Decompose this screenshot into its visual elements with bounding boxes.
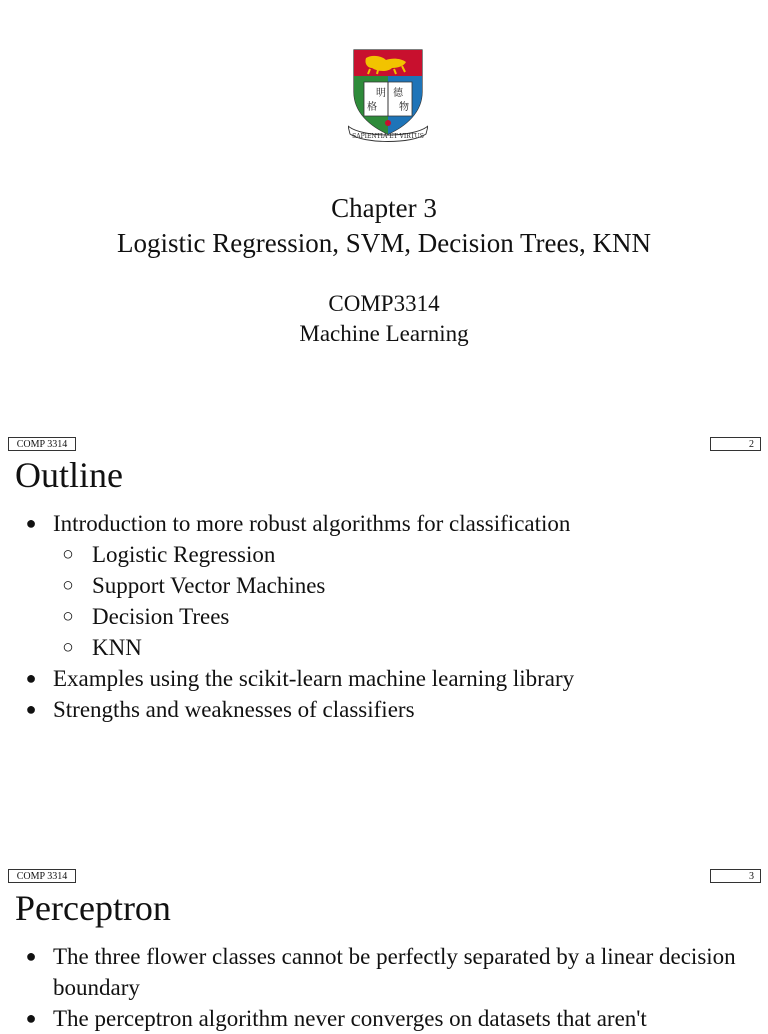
page-number-box: 3	[710, 869, 761, 883]
bullet-item	[0, 632, 768, 663]
bullet-item	[0, 539, 768, 570]
bullet-item	[0, 1003, 743, 1034]
perceptron-bullet-list	[0, 941, 768, 1034]
bullet-text: KNN	[92, 635, 142, 660]
hollow-bullet-icon: ○	[62, 575, 74, 596]
bullet-item	[0, 508, 768, 539]
page-number-box: 2	[710, 437, 761, 451]
filled-bullet-icon: ●	[25, 699, 37, 719]
hollow-bullet-icon: ○	[62, 544, 74, 565]
bullet-text: Strengths and weaknesses of classifiers	[53, 697, 415, 722]
hku-crest-icon	[348, 46, 428, 142]
svg-text:德: 德	[393, 88, 403, 99]
bullet-text: Introduction to more robust algorithms for classification	[53, 511, 571, 536]
filled-bullet-icon: ●	[25, 946, 37, 966]
filled-bullet-icon: ●	[25, 1008, 37, 1028]
bullet-item	[0, 663, 768, 694]
chapter-subtitle: Logistic Regression, SVM, Decision Trees, KNN	[117, 228, 651, 258]
bullet-item	[0, 601, 768, 632]
bullet-item	[0, 941, 743, 1003]
svg-text:物: 物	[399, 102, 409, 113]
bullet-text: Logistic Regression	[92, 542, 276, 567]
hollow-bullet-icon: ○	[62, 637, 74, 658]
filled-bullet-icon: ●	[25, 513, 37, 533]
bullet-text: The three flower classes cannot be perfectly separated by a linear decision boundary	[53, 944, 736, 1000]
slide-heading: Outline	[15, 455, 123, 495]
course-label-box: COMP 3314	[8, 437, 76, 451]
slide-heading: Perceptron	[15, 888, 171, 928]
bullet-text: The perceptron algorithm never converges on datasets that aren't	[53, 1006, 647, 1031]
university-crest-logo	[348, 46, 428, 142]
course-name: Machine Learning	[299, 321, 469, 346]
course-code: COMP3314	[328, 291, 440, 316]
chapter-title: Chapter 3	[331, 193, 437, 223]
svg-text:明: 明	[376, 88, 386, 99]
bullet-text: Examples using the scikit-learn machine learning library	[53, 666, 575, 691]
bullet-text: Decision Trees	[92, 604, 230, 629]
course-label-box: COMP 3314	[8, 869, 76, 883]
bullet-item	[0, 694, 768, 725]
bullet-item	[0, 570, 768, 601]
svg-text:SAPIENTIA ET VIRTUS: SAPIENTIA ET VIRTUS	[352, 133, 424, 140]
outline-bullet-list	[0, 508, 768, 725]
hollow-bullet-icon: ○	[62, 606, 74, 627]
bullet-text: Support Vector Machines	[92, 573, 326, 598]
svg-text:格: 格	[367, 102, 377, 113]
filled-bullet-icon: ●	[25, 668, 37, 688]
